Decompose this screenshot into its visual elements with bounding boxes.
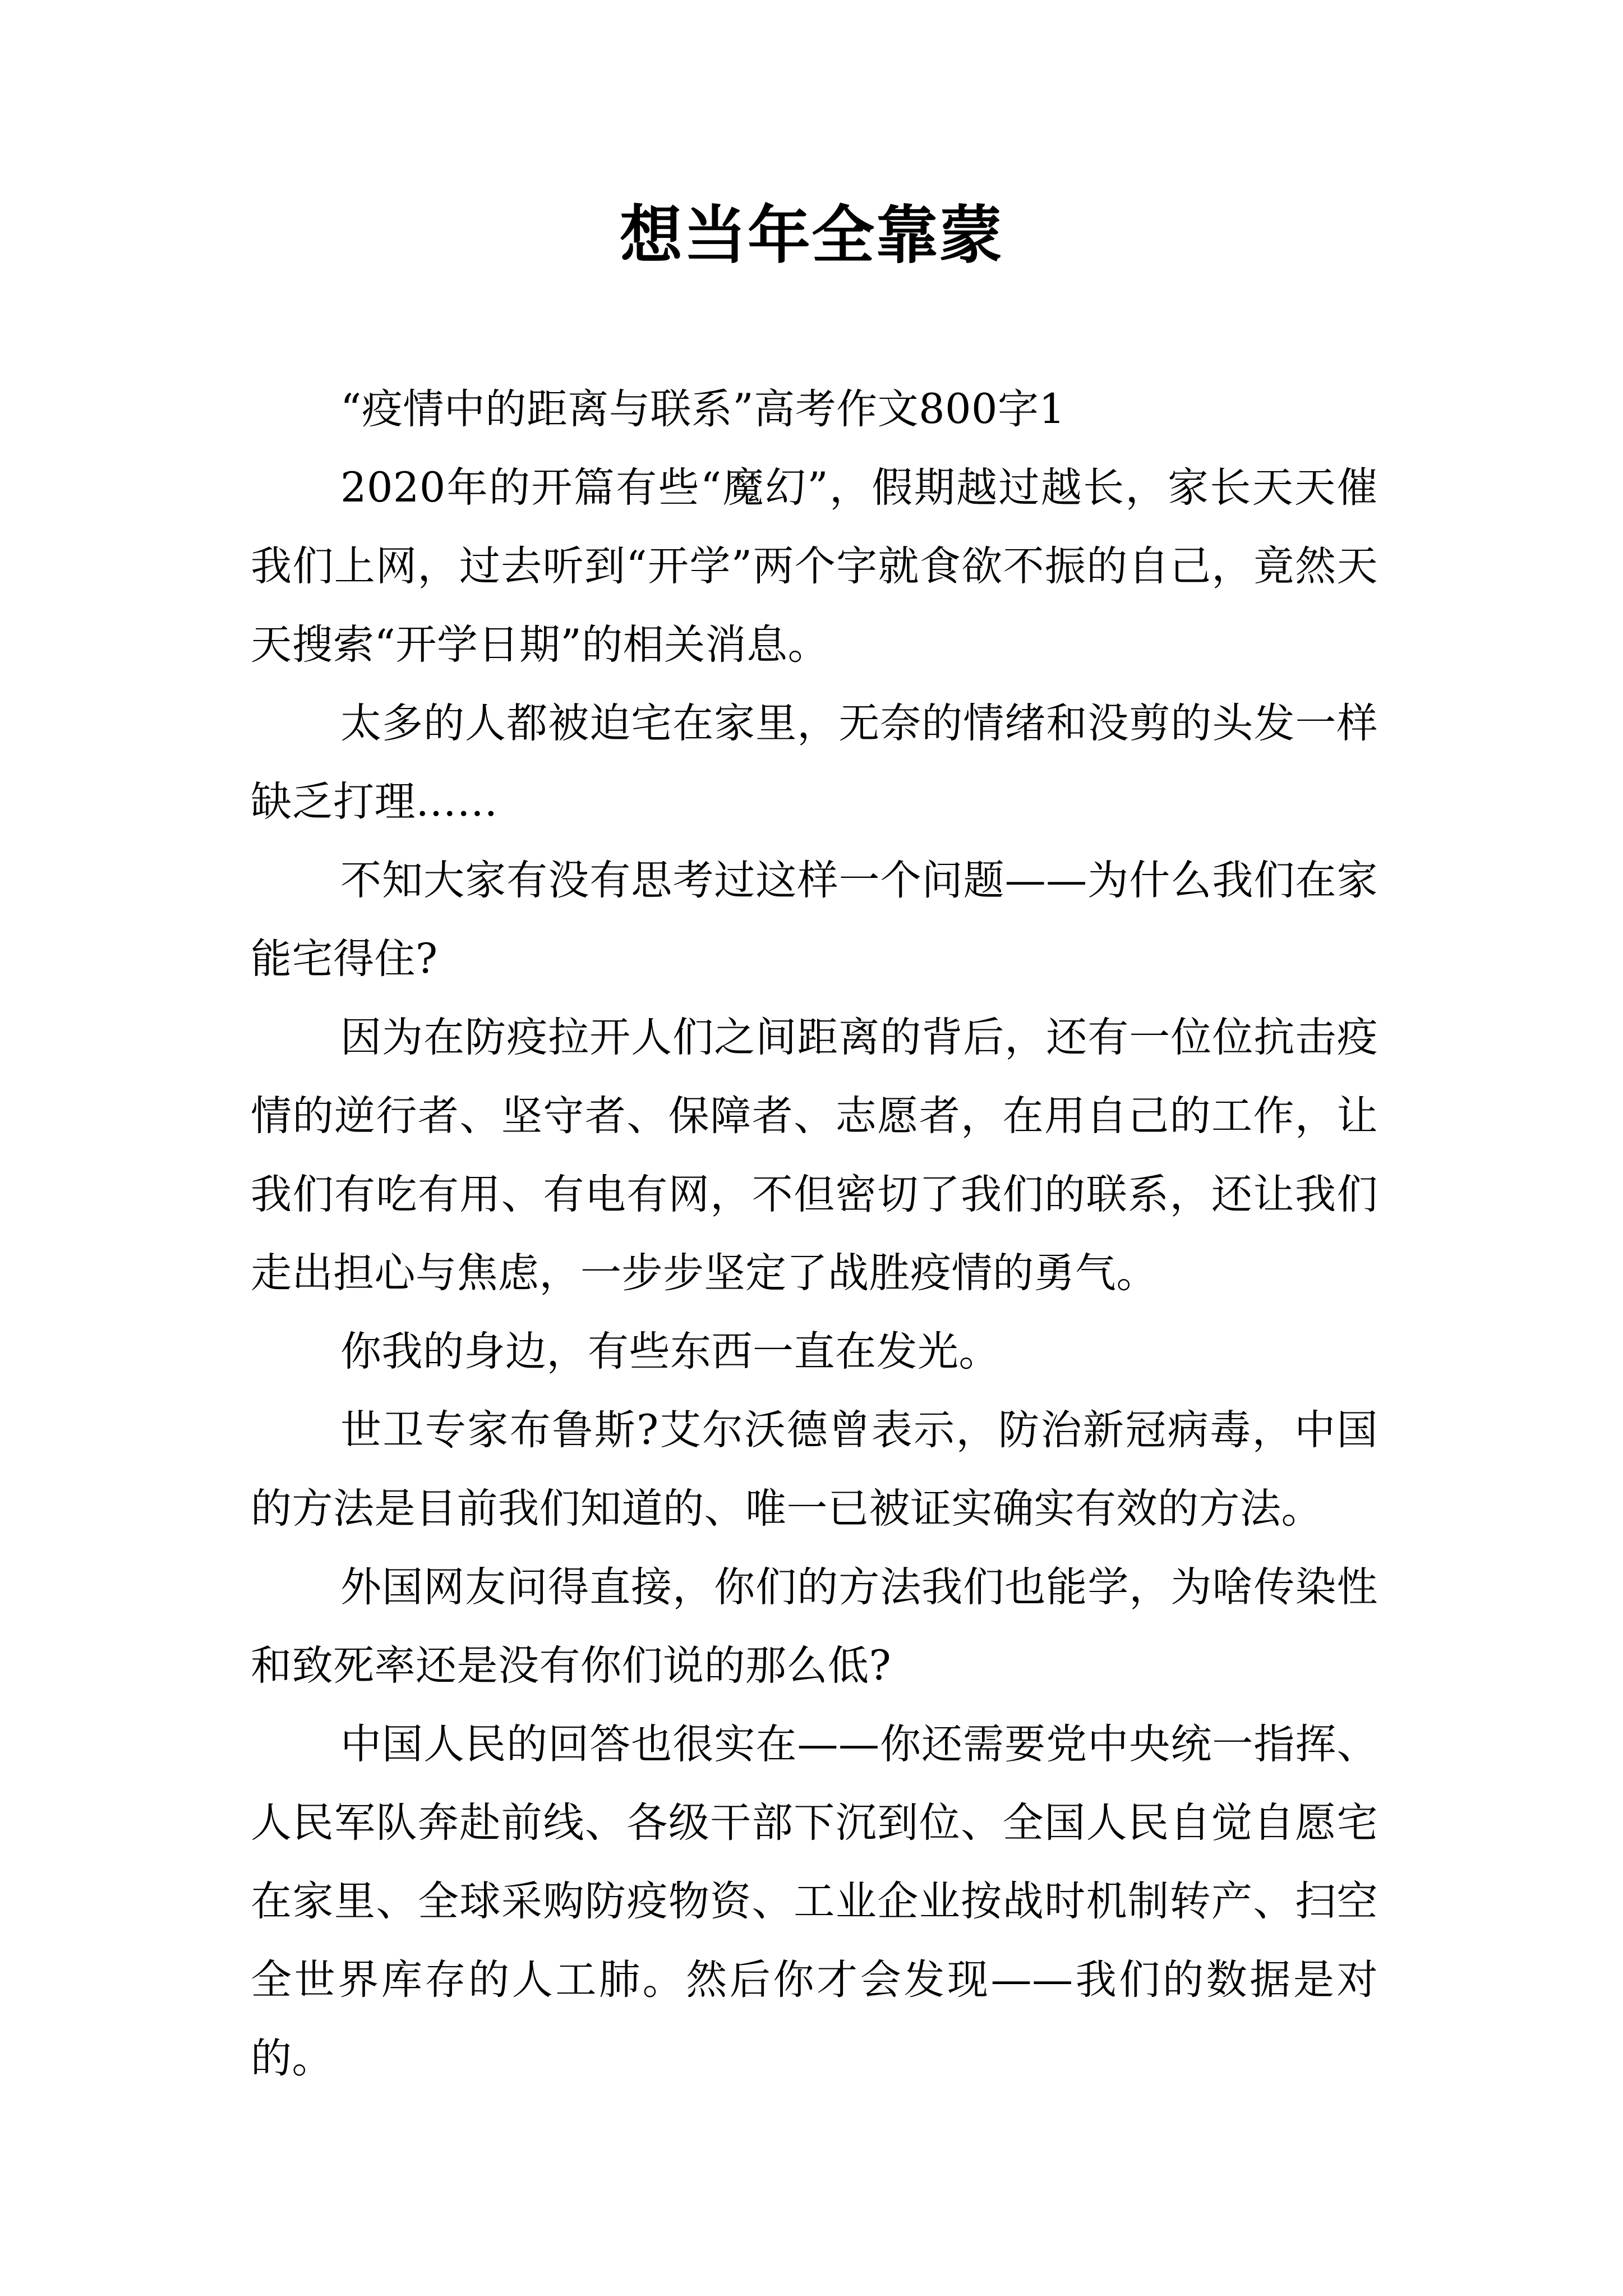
paragraph: 世卫专家布鲁斯?艾尔沃德曾表示，防治新冠病毒，中国的方法是目前我们知道的、唯一已被证实确实有效的方法。: [251, 1406, 1378, 1533]
paragraph: 因为在防疫拉开人们之间距离的背后，还有一位位抗击疫情的逆行者、坚守者、保障者、志愿者，在用自己的工作，让我们有吃有用、有电有网，不但密切了我们的联系，还让我们走出担心与焦虑，一步步坚定了战胜疫情的勇气。: [251, 1014, 1378, 1297]
paragraph: 外国网友问得直接，你们的方法我们也能学，为啥传染性和致死率还是没有你们说的那么低?: [251, 1563, 1378, 1690]
paragraph-subtitle: “疫情中的距离与联系”高考作文800字1: [340, 385, 1066, 433]
document-body: [251, 370, 1378, 2098]
paragraph: 中国人民的回答也很实在——你还需要党中央统一指挥、人民军队奔赴前线、各级干部下沉到位、全国人民自觉自愿宅在家里、全球采购防疫物资、工业企业按战时机制转产、扫空全世界库存的人工肺。然后你才会发现——我们的数据是对的。: [251, 1720, 1378, 2082]
paragraph: 太多的人都被迫宅在家里，无奈的情绪和没剪的头发一样缺乏打理……: [251, 700, 1378, 826]
paragraph: 你我的身边，有些东西一直在发光。: [340, 1328, 1000, 1375]
paragraph: 2020年的开篇有些“魔幻”，假期越过越长，家长天天催我们上网，过去听到“开学”两个字就食欲不振的自己，竟然天天搜索“开学日期”的相关消息。: [251, 464, 1378, 669]
paragraph: 不知大家有没有思考过这样一个问题——为什么我们在家能宅得住?: [251, 857, 1378, 983]
document-title: 想当年全靠蒙: [620, 199, 1003, 272]
